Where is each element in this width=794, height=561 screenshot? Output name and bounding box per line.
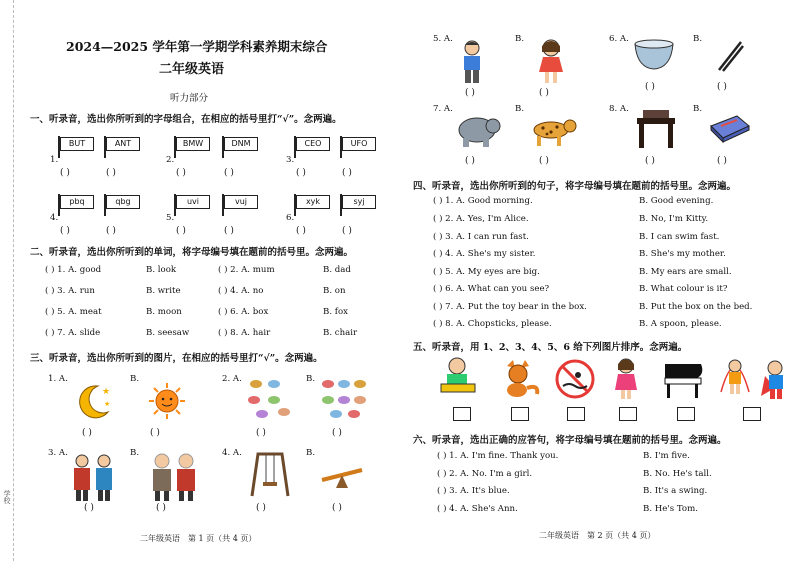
answer-paren[interactable]: ( ) bbox=[717, 82, 727, 92]
sentence-option-a: ( ) 4. A. She's my sister. bbox=[433, 249, 536, 259]
sentence-option-b: B. Put the box on the bed. bbox=[639, 302, 753, 312]
flag-q1-a: BUT bbox=[58, 136, 96, 158]
margin-label: 学校 bbox=[3, 490, 11, 504]
sentence-option-b: B. Good evening. bbox=[639, 196, 714, 206]
word-option-row3-a: ( ) 5. A. meat bbox=[45, 307, 102, 317]
answer-paren[interactable]: ( ) bbox=[465, 156, 475, 166]
sentence-option-a: ( ) 8. A. Chopsticks, please. bbox=[433, 319, 552, 329]
section-1-heading: 一、听录音，选出你所听到的字母组合，在相应的括号里打“√”。念两遍。 bbox=[30, 114, 342, 125]
order-box-1[interactable] bbox=[453, 407, 471, 421]
reading-boy-icon bbox=[437, 356, 481, 398]
answer-paren[interactable]: ( ) bbox=[60, 168, 70, 178]
q6-number: 6. bbox=[286, 213, 295, 223]
page-footer: 二年级英语 第 1 页（共 4 页） bbox=[140, 534, 257, 543]
answer-paren[interactable]: ( ) bbox=[342, 226, 352, 236]
parents-icon bbox=[68, 452, 120, 502]
option-b-label: B. bbox=[515, 104, 525, 114]
option-b-label: B. bbox=[306, 448, 316, 458]
fox-icon bbox=[497, 358, 541, 398]
word-option-row2-b: B. write bbox=[146, 286, 181, 296]
hippo-icon bbox=[455, 112, 501, 148]
q4-number: 4. bbox=[50, 213, 59, 223]
q1-number: 1. bbox=[50, 155, 59, 165]
flag-q6-b: syj bbox=[340, 194, 378, 216]
answer-paren[interactable]: ( ) bbox=[106, 168, 116, 178]
answer-paren[interactable]: ( ) bbox=[296, 168, 306, 178]
answer-paren[interactable]: ( ) bbox=[645, 156, 655, 166]
flag-q2-b: DNM bbox=[222, 136, 260, 158]
q3-label: 3. A. bbox=[48, 448, 68, 458]
answer-paren[interactable]: ( ) bbox=[60, 226, 70, 236]
q1-label: 1. A. bbox=[48, 374, 68, 384]
answer-paren[interactable]: ( ) bbox=[539, 88, 549, 98]
response-option-a: ( ) 1. A. I'm fine. Thank you. bbox=[437, 451, 559, 461]
girl-standing-icon bbox=[609, 358, 643, 400]
word-option-row2-c: ( ) 4. A. no bbox=[218, 286, 264, 296]
answer-paren[interactable]: ( ) bbox=[645, 82, 655, 92]
sentence-option-b: B. She's my mother. bbox=[639, 249, 726, 259]
svg-text:★: ★ bbox=[102, 387, 111, 397]
order-box-2[interactable] bbox=[511, 407, 529, 421]
sentence-option-a: ( ) 5. A. My eyes are big. bbox=[433, 267, 540, 277]
no-swimming-sign-icon bbox=[553, 358, 597, 400]
answer-paren[interactable]: ( ) bbox=[176, 168, 186, 178]
flag-q3-b: UFO bbox=[340, 136, 378, 158]
order-box-4[interactable] bbox=[619, 407, 637, 421]
response-option-b: B. He's Tom. bbox=[643, 504, 698, 514]
birds-group-icon bbox=[244, 376, 294, 420]
sentence-option-a: ( ) 6. A. What can you see? bbox=[433, 284, 550, 294]
answer-paren[interactable]: ( ) bbox=[256, 428, 266, 438]
word-option-row4-d: B. chair bbox=[323, 328, 358, 338]
word-option-row1-a: ( ) 1. A. good bbox=[45, 265, 102, 275]
option-b-label: B. bbox=[130, 374, 140, 384]
q8-label: 8. A. bbox=[609, 104, 629, 114]
answer-paren[interactable]: ( ) bbox=[256, 503, 266, 513]
answer-paren[interactable]: ( ) bbox=[342, 168, 352, 178]
answer-paren[interactable]: ( ) bbox=[84, 503, 94, 513]
option-b-label: B. bbox=[693, 104, 703, 114]
superhero-boy-icon bbox=[759, 358, 793, 400]
option-b-label: B. bbox=[515, 34, 525, 44]
svg-text:★: ★ bbox=[104, 400, 111, 408]
option-b-label: B. bbox=[693, 34, 703, 44]
answer-paren[interactable]: ( ) bbox=[465, 88, 475, 98]
answer-paren[interactable]: ( ) bbox=[176, 226, 186, 236]
sun-icon bbox=[148, 382, 186, 420]
sentence-option-b: B. A spoon, please. bbox=[639, 319, 722, 329]
flag-q4-a: pbq bbox=[58, 194, 96, 216]
answer-paren[interactable]: ( ) bbox=[106, 226, 116, 236]
flag-q4-b: qbg bbox=[104, 194, 142, 216]
response-option-b: B. It's a swing. bbox=[643, 486, 708, 496]
flag-q2-a: BMW bbox=[174, 136, 212, 158]
sentence-option-a: ( ) 2. A. Yes, I'm Alice. bbox=[433, 214, 529, 224]
q2-label: 2. A. bbox=[222, 374, 242, 384]
section-2-heading: 二、听录音，选出你所听到的单词，将字母编号填在题前的括号里。念两遍。 bbox=[30, 247, 354, 258]
bowl-icon bbox=[633, 38, 675, 72]
response-option-b: B. I'm five. bbox=[643, 451, 690, 461]
response-option-a: ( ) 2. A. No. I'm a girl. bbox=[437, 469, 533, 479]
pencil-box-icon bbox=[707, 112, 751, 144]
sentence-option-b: B. I can swim fast. bbox=[639, 232, 720, 242]
answer-paren[interactable]: ( ) bbox=[156, 503, 166, 513]
answer-paren[interactable]: ( ) bbox=[82, 428, 92, 438]
flag-q1-b: ANT bbox=[104, 136, 142, 158]
part-label: 听力部分 bbox=[170, 93, 209, 104]
answer-paren[interactable]: ( ) bbox=[717, 156, 727, 166]
answer-paren[interactable]: ( ) bbox=[539, 156, 549, 166]
moon-stars-icon bbox=[74, 382, 114, 420]
sentence-option-a: ( ) 1. A. Good morning. bbox=[433, 196, 533, 206]
section-5-heading: 五、听录音，用 1、2、3、4、5、6 给下列图片排序。念两遍。 bbox=[413, 342, 688, 353]
word-option-row3-b: B. moon bbox=[146, 307, 182, 317]
q3-number: 3. bbox=[286, 155, 295, 165]
desk-icon bbox=[633, 108, 679, 150]
exam-subtitle: 二年级英语 bbox=[159, 62, 225, 77]
word-option-row2-d: B. on bbox=[323, 286, 346, 296]
section-3-heading: 三、听录音，选出你所听到的图片，在相应的括号里打“√”。念两遍。 bbox=[30, 353, 323, 364]
exam-page-2 bbox=[397, 0, 794, 561]
binding-margin bbox=[0, 0, 14, 561]
word-option-row1-c: ( ) 2. A. mum bbox=[218, 265, 275, 275]
flag-q6-a: xyk bbox=[294, 194, 332, 216]
word-option-row2-a: ( ) 3. A. run bbox=[45, 286, 95, 296]
order-box-6[interactable] bbox=[743, 407, 761, 421]
option-b-label: B. bbox=[130, 448, 140, 458]
birds-group-icon bbox=[318, 376, 374, 420]
answer-paren[interactable]: ( ) bbox=[150, 428, 160, 438]
response-option-b: B. No. He's tall. bbox=[643, 469, 712, 479]
sentence-option-a: ( ) 3. A. I can run fast. bbox=[433, 232, 529, 242]
word-option-row4-a: ( ) 7. A. slide bbox=[45, 328, 101, 338]
section-6-heading: 六、听录音，选出正确的应答句，将字母编号填在题前的括号里。念两遍。 bbox=[413, 435, 727, 446]
response-option-a: ( ) 4. A. She's Ann. bbox=[437, 504, 518, 514]
exam-title: 2024—2025 学年第一学期学科素养期末综合 bbox=[66, 39, 328, 54]
chopsticks-icon bbox=[715, 38, 745, 72]
girl-icon bbox=[535, 38, 567, 84]
word-option-row4-c: ( ) 8. A. hair bbox=[218, 328, 271, 338]
leopard-icon bbox=[529, 116, 579, 148]
q2-number: 2. bbox=[166, 155, 175, 165]
q4-label: 4. A. bbox=[222, 448, 242, 458]
word-option-row3-c: ( ) 6. A. box bbox=[218, 307, 269, 317]
response-option-a: ( ) 3. A. It's blue. bbox=[437, 486, 510, 496]
jump-rope-girl-icon bbox=[717, 352, 753, 400]
section-4-heading: 四、听录音，选出你所听到的句子，将字母编号填在题前的括号里。念两遍。 bbox=[413, 181, 737, 192]
answer-paren[interactable]: ( ) bbox=[224, 168, 234, 178]
word-option-row1-b: B. look bbox=[146, 265, 177, 275]
q7-label: 7. A. bbox=[433, 104, 453, 114]
flag-q5-b: vuj bbox=[222, 194, 260, 216]
answer-paren[interactable]: ( ) bbox=[224, 226, 234, 236]
word-option-row4-b: B. seesaw bbox=[146, 328, 190, 338]
word-option-row1-d: B. dad bbox=[323, 265, 351, 275]
answer-paren[interactable]: ( ) bbox=[332, 503, 342, 513]
flag-q5-a: uvi bbox=[174, 194, 212, 216]
piano-icon bbox=[661, 358, 707, 400]
seesaw-icon bbox=[320, 460, 364, 490]
sentence-option-b: B. No, I'm Kitty. bbox=[639, 214, 709, 224]
boy-icon bbox=[457, 40, 487, 84]
swing-icon bbox=[248, 452, 292, 498]
page-footer: 二年级英语 第 2 页（共 4 页） bbox=[539, 531, 656, 540]
order-box-3[interactable] bbox=[567, 407, 585, 421]
option-b-label: B. bbox=[306, 374, 316, 384]
sentence-option-a: ( ) 7. A. Put the toy bear in the box. bbox=[433, 302, 587, 312]
grandparents-icon bbox=[148, 452, 202, 502]
order-box-5[interactable] bbox=[677, 407, 695, 421]
word-option-row3-d: B. fox bbox=[323, 307, 348, 317]
answer-paren[interactable]: ( ) bbox=[296, 226, 306, 236]
answer-paren[interactable]: ( ) bbox=[332, 428, 342, 438]
flag-q3-a: CEO bbox=[294, 136, 332, 158]
q6-label: 6. A. bbox=[609, 34, 629, 44]
q5-number: 5. bbox=[166, 213, 175, 223]
q5-label: 5. A. bbox=[433, 34, 453, 44]
sentence-option-b: B. My ears are small. bbox=[639, 267, 732, 277]
sentence-option-b: B. What colour is it? bbox=[639, 284, 728, 294]
